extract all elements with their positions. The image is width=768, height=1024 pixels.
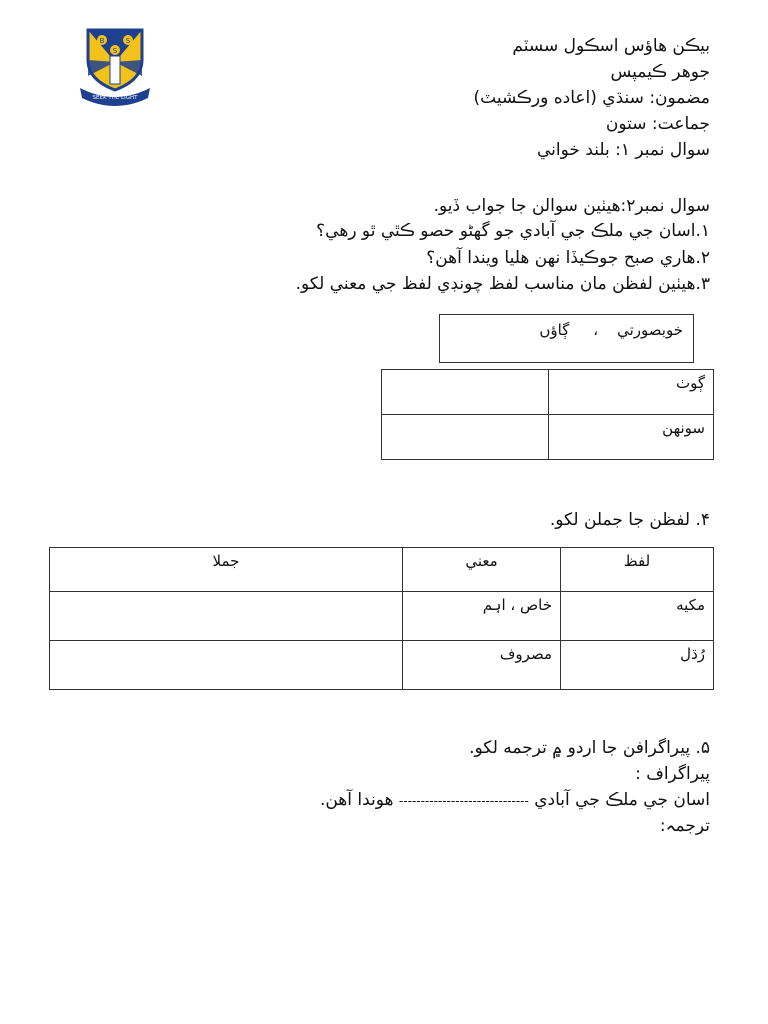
paragraph-end: هوندا آهن. xyxy=(319,790,394,810)
meaning-table xyxy=(381,369,714,460)
question-4-title: ۴. لفظن جا جملن لکو. xyxy=(549,510,710,530)
logo-letter-3: S xyxy=(112,47,118,55)
school-crest-icon xyxy=(78,26,152,106)
table-header-row xyxy=(50,548,714,592)
campus-name: جوهر ڪيمپس xyxy=(610,62,710,82)
question-2-item-1: ۱.اسان جي ملڪ جي آبادي جو گھڻو حصو ڪٿي ٿو رهي؟ xyxy=(316,221,710,241)
meaning-answer-2[interactable] xyxy=(382,415,549,460)
translation-label: ترجمہ: xyxy=(659,816,710,836)
sentence-table xyxy=(49,547,714,690)
sentence-meaning-2: مصروف xyxy=(403,641,561,690)
question-1: سوال نمبر ۱: بلند خواني xyxy=(537,140,710,160)
meaning-answer-1[interactable] xyxy=(382,370,549,415)
question-2-item-3: ۳.هيٺين لفظن مان مناسب لفظ چونڊي لفظ جي معني لکو. xyxy=(295,274,710,294)
sentence-word-2: رُڌل xyxy=(561,641,714,690)
sentence-word-1: مکيه xyxy=(561,592,714,641)
word-choice-text: خوبصورتي ، ڳاؤں xyxy=(539,321,683,339)
paragraph-text xyxy=(320,788,710,813)
paragraph-label: پيراگراف : xyxy=(635,764,710,784)
subject-line: مضمون: سنڌي (اعاده ورڪشيٽ) xyxy=(473,88,710,108)
meaning-word-2: سونهن xyxy=(548,415,713,460)
school-logo xyxy=(78,26,152,106)
school-name: بيڪن هاؤس اسڪول سسٽم xyxy=(512,36,710,56)
header-word: لفظ xyxy=(561,548,714,592)
table-row xyxy=(50,592,714,641)
header-sentence: جملا xyxy=(50,548,403,592)
sentence-meaning-1: خاص ، اہم xyxy=(403,592,561,641)
table-row xyxy=(382,415,714,460)
table-row xyxy=(382,370,714,415)
table-row xyxy=(50,641,714,690)
logo-letter-2: S xyxy=(125,37,131,45)
logo-motto: SEEK THE LIGHT xyxy=(92,95,138,101)
sentence-answer-2[interactable] xyxy=(50,641,403,690)
sentence-answer-1[interactable] xyxy=(50,592,403,641)
question-2-title: سوال نمبر۲:هيٺين سوالن جا جواب ڏيو. xyxy=(433,196,710,216)
question-2-item-2: ۲.هاري صبح جوڪيڏا نهن هليا ويندا آهن؟ xyxy=(426,248,710,268)
word-choice-box xyxy=(439,314,694,363)
paragraph-start: اسان جي ملڪ جي آبادي xyxy=(534,790,710,810)
question-5-title: ۵. پيراگرافن جا اردو ۾ ترجمه لکو. xyxy=(469,738,710,758)
header-meaning: معني xyxy=(403,548,561,592)
class-line: جماعت: ستون xyxy=(605,114,710,134)
paragraph-blank[interactable]: ------------------------------ xyxy=(398,794,529,808)
meaning-word-1: ڳوٺ xyxy=(548,370,713,415)
logo-letter-1: B xyxy=(99,37,105,45)
